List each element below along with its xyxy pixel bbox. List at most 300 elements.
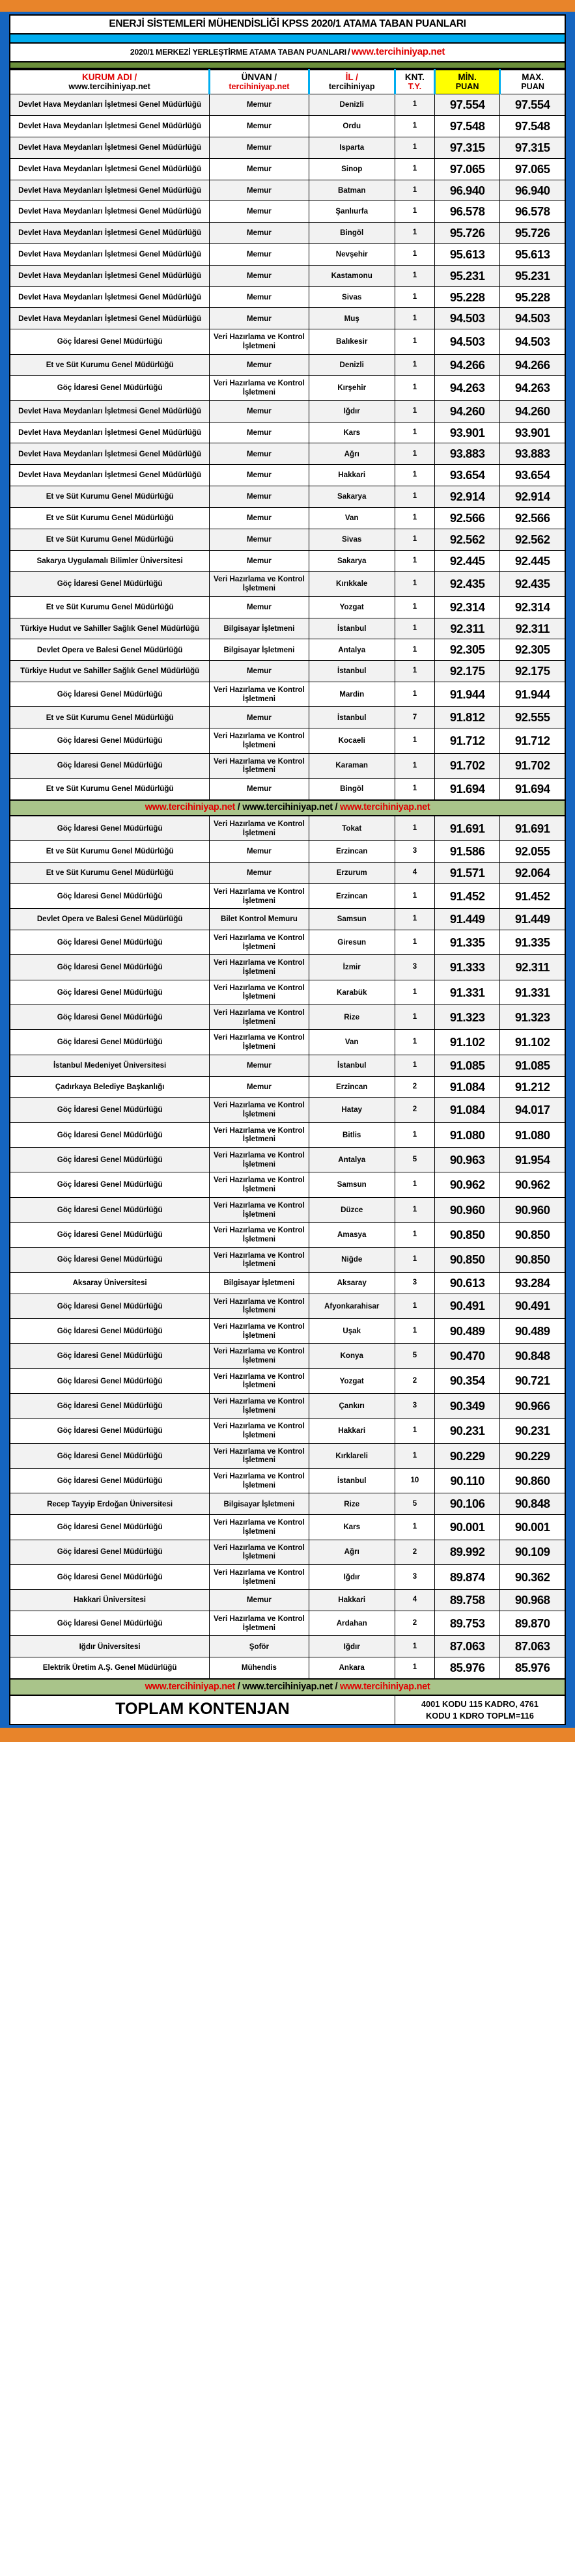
cell-max-puan: 91.102 — [500, 1030, 565, 1055]
table-row — [10, 486, 565, 508]
cell-max-puan: 94.263 — [500, 376, 565, 400]
cell-kurum: Et ve Süt Kurumu Genel Müdürlüğü — [10, 863, 210, 884]
cell-kurum: Devlet Hava Meydanları İşletmesi Genel Müdürlüğü — [10, 400, 210, 422]
cell-unvan: Veri Hazırlama ve Kontrol İşletmeni — [210, 1394, 309, 1419]
cell-min-puan: 90.001 — [435, 1515, 500, 1540]
cell-knt: 1 — [395, 883, 434, 908]
cell-min-puan: 94.503 — [435, 329, 500, 354]
cell-min-puan: 91.333 — [435, 955, 500, 980]
cell-kurum: Göç İdaresi Genel Müdürlüğü — [10, 1247, 210, 1272]
cell-unvan: Veri Hazırlama ve Kontrol İşletmeni — [210, 1247, 309, 1272]
table-row — [10, 223, 565, 244]
cell-il: Bingöl — [309, 223, 395, 244]
cell-unvan: Memur — [210, 1590, 309, 1611]
cell-kurum: Göç İdaresi Genel Müdürlüğü — [10, 1394, 210, 1419]
cell-max-puan: 90.860 — [500, 1469, 565, 1493]
cell-max-puan: 96.578 — [500, 201, 565, 223]
cell-unvan: Veri Hazırlama ve Kontrol İşletmeni — [210, 1098, 309, 1122]
cell-min-puan: 92.435 — [435, 572, 500, 596]
cell-unvan: Memur — [210, 265, 309, 286]
cell-max-puan: 95.726 — [500, 223, 565, 244]
cell-knt: 1 — [395, 816, 434, 841]
promo-link-3[interactable]: www.tercihiniyap.net — [339, 1682, 430, 1693]
cell-unvan: Veri Hazırlama ve Kontrol İşletmeni — [210, 1515, 309, 1540]
cell-kurum: Devlet Hava Meydanları İşletmesi Genel Müdürlüğü — [10, 223, 210, 244]
cell-kurum: Devlet Hava Meydanları İşletmesi Genel Müdürlüğü — [10, 137, 210, 158]
cell-kurum: Göç İdaresi Genel Müdürlüğü — [10, 1098, 210, 1122]
cell-il: Sivas — [309, 286, 395, 308]
cell-il: Düzce — [309, 1197, 395, 1222]
cell-il: Sinop — [309, 158, 395, 180]
cell-min-puan: 93.654 — [435, 465, 500, 486]
cell-unvan: Bilet Kontrol Memuru — [210, 909, 309, 930]
cell-max-puan: 92.175 — [500, 661, 565, 682]
col-header-min — [435, 70, 500, 94]
cell-knt: 1 — [395, 909, 434, 930]
cell-il: Giresun — [309, 930, 395, 955]
promo-link-2[interactable]: www.tercihiniyap.net — [242, 801, 333, 812]
table-row — [10, 1148, 565, 1172]
promo-sep-1: / — [235, 1682, 243, 1693]
cell-min-puan: 90.470 — [435, 1344, 500, 1368]
cell-unvan: Veri Hazırlama ve Kontrol İşletmeni — [210, 1469, 309, 1493]
table-row — [10, 1443, 565, 1468]
cell-unvan: Veri Hazırlama ve Kontrol İşletmeni — [210, 753, 309, 778]
cell-kurum: Göç İdaresi Genel Müdürlüğü — [10, 329, 210, 354]
cell-min-puan: 92.311 — [435, 618, 500, 639]
cell-kurum: Göç İdaresi Genel Müdürlüğü — [10, 816, 210, 841]
cell-kurum: Devlet Opera ve Balesi Genel Müdürlüğü — [10, 639, 210, 661]
cell-il: Hakkari — [309, 465, 395, 486]
cell-unvan: Veri Hazırlama ve Kontrol İşletmeni — [210, 1197, 309, 1222]
cell-unvan: Veri Hazırlama ve Kontrol İşletmeni — [210, 816, 309, 841]
cell-max-puan: 94.266 — [500, 354, 565, 376]
cell-unvan: Veri Hazırlama ve Kontrol İşletmeni — [210, 572, 309, 596]
table-row — [10, 1419, 565, 1443]
cell-knt: 1 — [395, 728, 434, 753]
table-row — [10, 816, 565, 841]
cell-il: Kırşehir — [309, 376, 395, 400]
cell-knt: 1 — [395, 286, 434, 308]
cell-max-puan: 92.055 — [500, 841, 565, 863]
cell-unvan: Veri Hazırlama ve Kontrol İşletmeni — [210, 1540, 309, 1564]
cell-kurum: Devlet Hava Meydanları İşletmesi Genel Müdürlüğü — [10, 201, 210, 223]
cell-unvan: Bilgisayar İşletmeni — [210, 639, 309, 661]
cell-knt: 1 — [395, 443, 434, 465]
col-header-kurum — [10, 70, 210, 94]
table-row — [10, 507, 565, 529]
cell-kurum: Devlet Hava Meydanları İşletmesi Genel Müdürlüğü — [10, 244, 210, 266]
cell-il: Balıkesir — [309, 329, 395, 354]
cell-knt: 1 — [395, 376, 434, 400]
col-header-il-line2: tercihiniyap — [328, 82, 375, 92]
cell-il: Karaman — [309, 753, 395, 778]
cell-max-puan: 90.968 — [500, 1590, 565, 1611]
cell-knt: 1 — [395, 137, 434, 158]
cell-il: Ankara — [309, 1657, 395, 1679]
cell-max-puan: 91.691 — [500, 816, 565, 841]
cell-knt: 3 — [395, 1272, 434, 1294]
cell-knt: 1 — [395, 422, 434, 443]
table-row — [10, 661, 565, 682]
cell-il: İzmir — [309, 955, 395, 980]
cell-il: Bitlis — [309, 1122, 395, 1147]
cyan-divider-bar — [9, 35, 566, 44]
cell-knt: 2 — [395, 1368, 434, 1393]
cell-unvan: Memur — [210, 596, 309, 618]
cell-knt: 1 — [395, 980, 434, 1004]
table-row — [10, 1172, 565, 1197]
cell-kurum: İstanbul Medeniyet Üniversitesi — [10, 1055, 210, 1076]
cell-max-puan: 92.311 — [500, 618, 565, 639]
cell-knt: 2 — [395, 1098, 434, 1122]
cell-knt: 1 — [395, 1122, 434, 1147]
cell-max-puan: 94.017 — [500, 1098, 565, 1122]
cell-min-puan: 90.354 — [435, 1368, 500, 1393]
cell-knt: 3 — [395, 955, 434, 980]
promo-banner-row — [10, 800, 565, 816]
cell-il: Mardin — [309, 682, 395, 707]
cell-knt: 5 — [395, 1148, 434, 1172]
cell-kurum: Göç İdaresi Genel Müdürlüğü — [10, 955, 210, 980]
cell-il: İstanbul — [309, 1055, 395, 1076]
cell-unvan: Memur — [210, 550, 309, 572]
cell-min-puan: 90.960 — [435, 1197, 500, 1222]
table-row — [10, 955, 565, 980]
cell-max-puan: 92.064 — [500, 863, 565, 884]
cell-unvan: Veri Hazırlama ve Kontrol İşletmeni — [210, 1005, 309, 1030]
cell-il: Kars — [309, 422, 395, 443]
table-row — [10, 354, 565, 376]
table-row — [10, 201, 565, 223]
cell-min-puan: 91.812 — [435, 707, 500, 728]
cell-max-puan: 96.940 — [500, 180, 565, 201]
cell-knt: 1 — [395, 1636, 434, 1657]
cell-min-puan: 96.940 — [435, 180, 500, 201]
cell-il: İstanbul — [309, 1469, 395, 1493]
cell-max-puan: 97.548 — [500, 116, 565, 137]
table-row — [10, 1197, 565, 1222]
cell-max-puan: 92.445 — [500, 550, 565, 572]
table-row — [10, 94, 565, 116]
cell-min-puan: 90.491 — [435, 1294, 500, 1318]
cell-kurum: Göç İdaresi Genel Müdürlüğü — [10, 1611, 210, 1636]
table-row — [10, 1564, 565, 1589]
table-row — [10, 778, 565, 799]
table-row — [10, 1122, 565, 1147]
cell-min-puan: 89.758 — [435, 1590, 500, 1611]
cell-max-puan: 90.229 — [500, 1443, 565, 1468]
table-row — [10, 1493, 565, 1515]
cell-max-puan: 90.489 — [500, 1319, 565, 1344]
cell-unvan: Memur — [210, 841, 309, 863]
table-body — [10, 94, 565, 1679]
cell-il: Erzincan — [309, 1076, 395, 1098]
table-row — [10, 116, 565, 137]
cell-unvan: Memur — [210, 158, 309, 180]
table-row — [10, 1098, 565, 1122]
cell-il: Samsun — [309, 1172, 395, 1197]
table-row — [10, 572, 565, 596]
cell-kurum: Göç İdaresi Genel Müdürlüğü — [10, 980, 210, 1004]
cell-unvan: Veri Hazırlama ve Kontrol İşletmeni — [210, 955, 309, 980]
cell-il: Afyonkarahisar — [309, 1294, 395, 1318]
cell-unvan: Memur — [210, 94, 309, 116]
cell-unvan: Memur — [210, 223, 309, 244]
cell-min-puan: 91.323 — [435, 1005, 500, 1030]
cell-kurum: Devlet Hava Meydanları İşletmesi Genel Müdürlüğü — [10, 443, 210, 465]
cell-knt: 3 — [395, 841, 434, 863]
cell-min-puan: 89.753 — [435, 1611, 500, 1636]
page-title: ENERJİ SİSTEMLERİ MÜHENDİSLİĞİ KPSS 2020/1 ATAMA TABAN PUANLARI — [109, 18, 466, 29]
cell-il: Kırklareli — [309, 1443, 395, 1468]
cell-min-puan: 90.106 — [435, 1493, 500, 1515]
table-row — [10, 308, 565, 329]
cell-knt: 1 — [395, 158, 434, 180]
col-header-unvan-line1: ÜNVAN / — [241, 72, 277, 82]
cell-unvan: Veri Hazırlama ve Kontrol İşletmeni — [210, 930, 309, 955]
cell-min-puan: 91.571 — [435, 863, 500, 884]
col-header-knt-line1: KNT. — [404, 72, 425, 82]
cell-max-puan: 91.452 — [500, 883, 565, 908]
cell-min-puan: 90.229 — [435, 1443, 500, 1468]
cell-kurum: Aksaray Üniversitesi — [10, 1272, 210, 1294]
cell-il: Isparta — [309, 137, 395, 158]
col-header-kurum-line2: www.tercihiniyap.net — [68, 82, 150, 92]
total-value-line1: 4001 KODU 115 KADRO, 4761 — [421, 1699, 539, 1710]
cell-il: Hakkari — [309, 1590, 395, 1611]
cell-knt: 2 — [395, 1076, 434, 1098]
promo-link-3[interactable]: www.tercihiniyap.net — [339, 801, 430, 812]
cell-unvan: Memur — [210, 180, 309, 201]
cell-knt: 1 — [395, 400, 434, 422]
cell-knt: 2 — [395, 1540, 434, 1564]
cell-kurum: Göç İdaresi Genel Müdürlüğü — [10, 1419, 210, 1443]
cell-min-puan: 91.452 — [435, 883, 500, 908]
cell-il: Hatay — [309, 1098, 395, 1122]
cell-min-puan: 90.850 — [435, 1223, 500, 1247]
col-header-il — [309, 70, 395, 94]
cell-kurum: Göç İdaresi Genel Müdürlüğü — [10, 1005, 210, 1030]
scores-table — [9, 69, 566, 1725]
table-row — [10, 682, 565, 707]
cell-knt: 5 — [395, 1493, 434, 1515]
cell-kurum: Göç İdaresi Genel Müdürlüğü — [10, 728, 210, 753]
cell-max-puan: 94.260 — [500, 400, 565, 422]
cell-max-puan: 92.435 — [500, 572, 565, 596]
cell-max-puan: 90.848 — [500, 1493, 565, 1515]
cell-il: Kastamonu — [309, 265, 395, 286]
cell-kurum: Göç İdaresi Genel Müdürlüğü — [10, 1122, 210, 1147]
promo-link-1[interactable]: www.tercihiniyap.net — [145, 1682, 236, 1693]
cell-min-puan: 94.266 — [435, 354, 500, 376]
cell-max-puan: 91.331 — [500, 980, 565, 1004]
cell-unvan: Veri Hazırlama ve Kontrol İşletmeni — [210, 1564, 309, 1589]
cell-max-puan: 91.694 — [500, 778, 565, 799]
table-row — [10, 1394, 565, 1419]
cell-il: İstanbul — [309, 707, 395, 728]
cell-knt: 4 — [395, 1590, 434, 1611]
top-orange-bar — [0, 0, 575, 12]
cell-min-puan: 94.263 — [435, 376, 500, 400]
cell-knt: 1 — [395, 550, 434, 572]
cell-min-puan: 92.445 — [435, 550, 500, 572]
cell-min-puan: 90.231 — [435, 1419, 500, 1443]
cell-max-puan: 90.960 — [500, 1197, 565, 1222]
cell-il: İstanbul — [309, 661, 395, 682]
cell-unvan: Bilgisayar İşletmeni — [210, 618, 309, 639]
bottom-orange-bar — [0, 1728, 575, 1742]
cell-min-puan: 91.085 — [435, 1055, 500, 1076]
cell-il: Yozgat — [309, 1368, 395, 1393]
cell-max-puan: 91.085 — [500, 1055, 565, 1076]
cell-max-puan: 95.228 — [500, 286, 565, 308]
cell-kurum: Recep Tayyip Erdoğan Üniversitesi — [10, 1493, 210, 1515]
col-header-kurum-line1: KURUM ADI / — [81, 72, 137, 82]
cell-kurum: Göç İdaresi Genel Müdürlüğü — [10, 930, 210, 955]
cell-knt: 5 — [395, 1344, 434, 1368]
col-header-min-line1: MİN. — [458, 72, 477, 82]
cell-knt: 1 — [395, 465, 434, 486]
cell-il: Denizli — [309, 94, 395, 116]
cell-kurum: Hakkari Üniversitesi — [10, 1590, 210, 1611]
cell-il: Samsun — [309, 909, 395, 930]
cell-il: Antalya — [309, 1148, 395, 1172]
table-row — [10, 376, 565, 400]
cell-il: İstanbul — [309, 618, 395, 639]
cell-max-puan: 92.562 — [500, 529, 565, 550]
content-frame — [0, 12, 575, 1728]
cell-knt: 1 — [395, 223, 434, 244]
cell-max-puan: 92.914 — [500, 486, 565, 508]
cell-kurum: Türkiye Hudut ve Sahiller Sağlık Genel Müdürlüğü — [10, 661, 210, 682]
cell-kurum: Et ve Süt Kurumu Genel Müdürlüğü — [10, 486, 210, 508]
col-header-max-line2: PUAN — [521, 82, 544, 92]
table-row — [10, 930, 565, 955]
cell-min-puan: 93.883 — [435, 443, 500, 465]
cell-min-puan: 93.901 — [435, 422, 500, 443]
table-footer — [10, 1679, 565, 1724]
cell-kurum: Göç İdaresi Genel Müdürlüğü — [10, 1197, 210, 1222]
cell-max-puan: 90.231 — [500, 1419, 565, 1443]
cell-unvan: Memur — [210, 116, 309, 137]
cell-unvan: Memur — [210, 778, 309, 799]
promo-banner-cell — [10, 1679, 565, 1695]
col-header-max — [500, 70, 565, 94]
table-row — [10, 1469, 565, 1493]
table-row — [10, 158, 565, 180]
cell-kurum: Devlet Hava Meydanları İşletmesi Genel Müdürlüğü — [10, 180, 210, 201]
cell-unvan: Şoför — [210, 1636, 309, 1657]
table-row — [10, 707, 565, 728]
cell-kurum: Göç İdaresi Genel Müdürlüğü — [10, 1443, 210, 1468]
cell-kurum: Devlet Hava Meydanları İşletmesi Genel Müdürlüğü — [10, 116, 210, 137]
cell-knt: 1 — [395, 529, 434, 550]
cell-min-puan: 94.503 — [435, 308, 500, 329]
cell-unvan: Veri Hazırlama ve Kontrol İşletmeni — [210, 883, 309, 908]
cell-knt: 1 — [395, 1419, 434, 1443]
cell-il: Yozgat — [309, 596, 395, 618]
cell-knt: 1 — [395, 1515, 434, 1540]
cell-min-puan: 91.335 — [435, 930, 500, 955]
cell-max-puan: 90.001 — [500, 1515, 565, 1540]
cell-max-puan: 95.613 — [500, 244, 565, 266]
cell-unvan: Memur — [210, 465, 309, 486]
table-row — [10, 1030, 565, 1055]
cell-kurum: Göç İdaresi Genel Müdürlüğü — [10, 376, 210, 400]
cell-min-puan: 91.691 — [435, 816, 500, 841]
cell-unvan: Veri Hazırlama ve Kontrol İşletmeni — [210, 728, 309, 753]
cell-min-puan: 95.613 — [435, 244, 500, 266]
cell-unvan: Veri Hazırlama ve Kontrol İşletmeni — [210, 1148, 309, 1172]
cell-max-puan: 87.063 — [500, 1636, 565, 1657]
col-header-unvan-line2: tercihiniyap.net — [229, 82, 290, 92]
cell-il: Amasya — [309, 1223, 395, 1247]
cell-knt: 1 — [395, 507, 434, 529]
cell-kurum: Göç İdaresi Genel Müdürlüğü — [10, 1319, 210, 1344]
cell-max-puan: 97.554 — [500, 94, 565, 116]
cell-kurum: Et ve Süt Kurumu Genel Müdürlüğü — [10, 778, 210, 799]
cell-unvan: Memur — [210, 201, 309, 223]
cell-max-puan: 94.503 — [500, 329, 565, 354]
table-row — [10, 1540, 565, 1564]
cell-knt: 1 — [395, 244, 434, 266]
table-row — [10, 286, 565, 308]
cell-il: Ağrı — [309, 443, 395, 465]
promo-link-1[interactable]: www.tercihiniyap.net — [145, 801, 236, 812]
cell-unvan: Bilgisayar İşletmeni — [210, 1272, 309, 1294]
cell-min-puan: 90.962 — [435, 1172, 500, 1197]
cell-max-puan: 90.850 — [500, 1247, 565, 1272]
cell-il: Çankırı — [309, 1394, 395, 1419]
table-row — [10, 329, 565, 354]
total-label: TOPLAM KONTENJAN — [10, 1695, 395, 1724]
cell-max-puan: 97.065 — [500, 158, 565, 180]
site-link-header[interactable]: www.tercihiniyap.net — [351, 46, 445, 57]
cell-knt: 1 — [395, 618, 434, 639]
cell-knt: 1 — [395, 1247, 434, 1272]
col-header-il-line1: İL / — [345, 72, 358, 82]
table-row — [10, 1319, 565, 1344]
cell-min-puan: 90.489 — [435, 1319, 500, 1344]
cell-min-puan: 95.231 — [435, 265, 500, 286]
cell-knt: 2 — [395, 1611, 434, 1636]
cell-kurum: Göç İdaresi Genel Müdürlüğü — [10, 1030, 210, 1055]
cell-unvan: Veri Hazırlama ve Kontrol İşletmeni — [210, 682, 309, 707]
cell-kurum: Göç İdaresi Genel Müdürlüğü — [10, 682, 210, 707]
cell-kurum: Devlet Hava Meydanları İşletmesi Genel Müdürlüğü — [10, 422, 210, 443]
cell-kurum: Devlet Hava Meydanları İşletmesi Genel Müdürlüğü — [10, 286, 210, 308]
cell-min-puan: 91.084 — [435, 1076, 500, 1098]
table-header — [10, 70, 565, 94]
cell-kurum: Göç İdaresi Genel Müdürlüğü — [10, 1564, 210, 1589]
table-row — [10, 980, 565, 1004]
cell-kurum: Devlet Hava Meydanları İşletmesi Genel Müdürlüğü — [10, 308, 210, 329]
table-row — [10, 529, 565, 550]
promo-link-2[interactable]: www.tercihiniyap.net — [242, 1682, 333, 1693]
cell-il: Rize — [309, 1005, 395, 1030]
cell-il: Muş — [309, 308, 395, 329]
cell-kurum: Göç İdaresi Genel Müdürlüğü — [10, 1344, 210, 1368]
col-header-max-line1: MAX. — [522, 72, 544, 82]
cell-knt: 1 — [395, 94, 434, 116]
table-row — [10, 639, 565, 661]
cell-min-puan: 92.566 — [435, 507, 500, 529]
table-row — [10, 1657, 565, 1679]
subtitle-text: 2020/1 MERKEZİ YERLEŞTİRME ATAMA TABAN PUANLARI — [130, 48, 346, 57]
table-row — [10, 1272, 565, 1294]
cell-unvan: Memur — [210, 707, 309, 728]
